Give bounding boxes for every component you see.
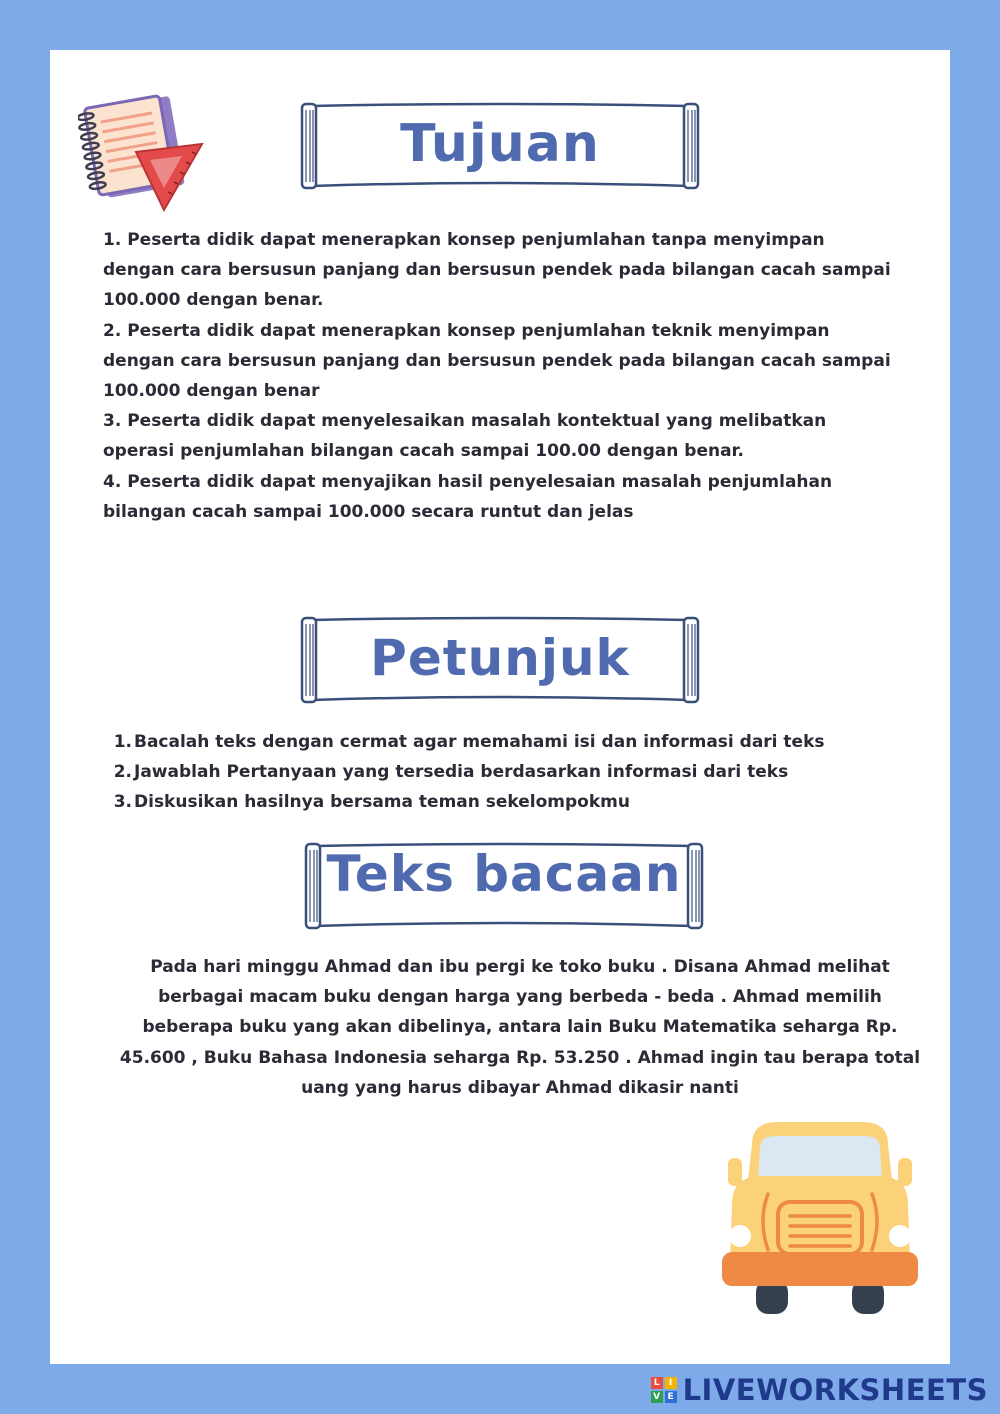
tujuan-line: 100.000 dengan benar. bbox=[103, 290, 324, 311]
step-number: 1. bbox=[113, 732, 132, 752]
story-line: uang yang harus dibayar Ahmad dikasir nanti bbox=[301, 1077, 739, 1098]
section-title-teks-bacaan: Teks bacaan bbox=[326, 845, 682, 903]
list-item bbox=[104, 757, 924, 787]
story-line: Pada hari minggu Ahmad dan ibu pergi ke toko buku . Disana Ahmad melihat bbox=[150, 957, 890, 977]
tujuan-line: 3. Peserta didik dapat menyelesaikan masalah kontektual yang melibatkan bbox=[103, 411, 827, 432]
list-item bbox=[104, 787, 924, 817]
step-text: Jawablah Pertanyaan yang tersedia berdasarkan informasi dari teks bbox=[134, 762, 789, 782]
logo-letter: L bbox=[651, 1377, 663, 1389]
section-title-tujuan: Tujuan bbox=[400, 114, 600, 174]
section-title-petunjuk: Petunjuk bbox=[370, 629, 630, 687]
tujuan-line: bilangan cacah sampai 100.000 secara runtut dan jelas bbox=[103, 501, 634, 522]
story-line: beberapa buku yang akan dibelinya, antara lain Buku Matematika seharga Rp. bbox=[142, 1017, 898, 1038]
story-line: 45.600 , Buku Bahasa Indonesia seharga Rp. 53.250 . Ahmad ingin tau berapa total bbox=[119, 1047, 921, 1068]
step-text: Diskusikan hasilnya bersama teman sekelompokmu bbox=[134, 792, 630, 812]
school-bus-icon bbox=[718, 1120, 923, 1316]
tujuan-line: dengan cara bersusun panjang dan bersusun pendek pada bilangan cacah sampai bbox=[103, 350, 891, 371]
step-number: 3. bbox=[113, 792, 132, 812]
banner-petunjuk bbox=[298, 614, 702, 706]
worksheet-page bbox=[50, 50, 950, 1364]
tujuan-line: operasi penjumlahan bilangan cacah sampai 100.00 dengan benar. bbox=[103, 441, 744, 462]
logo-letter: V bbox=[651, 1391, 663, 1403]
logo-letter: I bbox=[665, 1377, 677, 1389]
teks-bacaan-text bbox=[110, 952, 930, 1103]
notebook-ruler-icon bbox=[78, 94, 208, 214]
tujuan-line: dengan cara bersusun panjang dan bersusun pendek pada bilangan cacah sampai bbox=[103, 260, 891, 281]
petunjuk-list bbox=[104, 727, 924, 817]
banner-teks-bacaan bbox=[302, 840, 706, 932]
tujuan-line: 100.000 dengan benar bbox=[103, 381, 320, 402]
logo-letter: E bbox=[665, 1391, 677, 1403]
banner-tujuan bbox=[298, 100, 702, 192]
step-text: Bacalah teks dengan cermat agar memahami isi dan informasi dari teks bbox=[134, 732, 825, 752]
tujuan-text bbox=[103, 225, 933, 527]
brand-name: LIVEWORKSHEETS bbox=[682, 1373, 988, 1407]
list-item bbox=[104, 727, 924, 757]
step-number: 2. bbox=[113, 762, 132, 782]
liveworksheets-logo bbox=[651, 1372, 988, 1408]
logo-mark-icon bbox=[651, 1377, 677, 1403]
tujuan-line: 1. Peserta didik dapat menerapkan konsep penjumlahan tanpa menyimpan bbox=[103, 230, 825, 250]
tujuan-line: 2. Peserta didik dapat menerapkan konsep penjumlahan teknik menyimpan bbox=[103, 320, 830, 341]
story-line: berbagai macam buku dengan harga yang berbeda - beda . Ahmad memilih bbox=[158, 987, 882, 1008]
tujuan-line: 4. Peserta didik dapat menyajikan hasil penyelesaian masalah penjumlahan bbox=[103, 471, 833, 492]
